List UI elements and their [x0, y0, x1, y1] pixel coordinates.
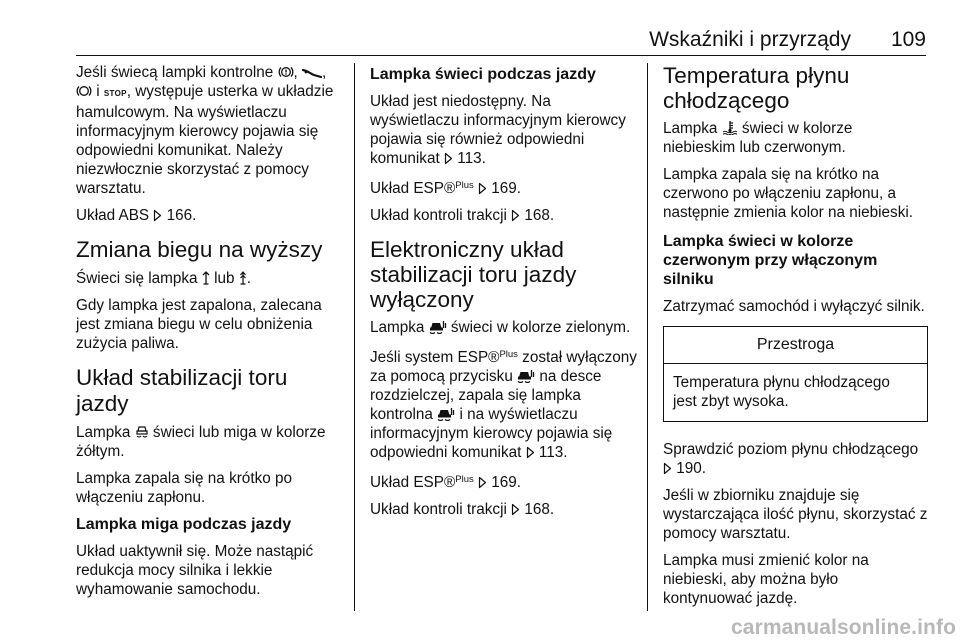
page-reference-icon — [478, 476, 487, 489]
column-2 — [370, 63, 638, 527]
esp-reference: Układ ESP®$^{Plus}$ 169. — [370, 180, 522, 197]
abs-reference: Układ ABS 166. — [76, 207, 197, 224]
heading-red-engine-on: Lampka świeci w kolorze czerwonym przy włączonym silniku — [663, 233, 878, 288]
shift-up-paragraph: Świeci się lampka lub . — [76, 270, 251, 287]
esp-off-icon — [429, 320, 447, 334]
page-reference-icon — [153, 209, 162, 222]
traction-control-icon — [135, 424, 149, 439]
check-level-paragraph: Sprawdzić poziom płynu chłodzącego 190. — [663, 441, 919, 477]
traction-control-reference: Układ kontroli trakcji 168. — [370, 207, 555, 224]
page-reference-icon — [511, 503, 520, 516]
heading-blinks-while-driving: Lampka miga podczas jazdy — [76, 516, 292, 533]
page-reference-icon — [511, 209, 520, 222]
lit-paragraph: Układ jest niedostępny. Na wyświetlaczu informacyjnym kierowcy pojawia się również odpowiedni komunikat 113. — [370, 93, 626, 167]
page-reference-icon — [478, 182, 487, 195]
header-rule — [76, 55, 926, 56]
warning-title: Przestroga — [664, 327, 927, 364]
column-1 — [76, 63, 344, 607]
esp-off-icon — [437, 407, 455, 421]
shift-up-info: Gdy lampka jest zapalona, zalecana jest zmiana biegu w celu obniżenia zużycia paliwa. — [76, 297, 322, 352]
heading-shift-up: Zmiana biegu na wyższy — [76, 237, 323, 262]
coolant-paragraph: Lampka świeci w kolorze niebieskim lub czerwonym. — [663, 120, 853, 156]
column-divider-2 — [647, 63, 648, 611]
brake-system-icon — [76, 84, 92, 98]
shift-up-icon — [202, 271, 210, 285]
brake-warning-paragraph: Jeśli świecą lampki kontrolne , , i STOP, występuje usterka w układzie hamulcowym. Na wyświetlaczu informacyjnym kierowcy pojawia się odpowiedni komunikat. Należy niezwłocznie skorzystać z pomocy warsztatu. — [76, 64, 334, 197]
column-3 — [663, 63, 928, 616]
coolant-info: Lampka zapala się na krótko na czerwono po włączeniu zapłonu, a następnie zmienia kolor na niebieski. — [663, 166, 913, 221]
traction-control-reference-2: Układ kontroli trakcji 168. — [370, 501, 555, 518]
watermark: carmanualsonline.info — [731, 616, 956, 639]
esp-off-info: Jeśli system ESP®$^{Plus}$ został wyłączony za pomocą przycisku na desce rozdzielczej, zapala się lampka kontrolna i na wyświetlaczu informacyjnym kierowcy pojawia się odpowiedni komunikat 113. — [370, 349, 637, 461]
esp-off-icon — [517, 369, 535, 383]
warning-box — [663, 326, 928, 422]
heading-coolant: Temperatura płynu chłodzącego — [663, 63, 850, 113]
page-header — [76, 27, 926, 53]
heading-esp-off: Elektroniczny układ stabilizacji toru jazdy wyłączony — [370, 237, 577, 312]
coolant-temperature-icon — [722, 120, 738, 135]
page-number: 109 — [890, 28, 926, 51]
warning-text: Temperatura płynu chłodzącego jest zbyt wysoka. — [673, 374, 890, 410]
sufficient-fluid-paragraph: Jeśli w zbiorniku znajduje się wystarczająca ilość płynu, skorzystać z pomocy warsztatu. — [663, 487, 928, 542]
heading-traction: Układ stabilizacji toru jazdy — [76, 365, 288, 416]
esp-reference-2: Układ ESP®$^{Plus}$ 169. — [370, 474, 522, 491]
brake-system-icon — [278, 65, 294, 79]
traction-info: Lampka zapala się na krótko po włączeniu zapłonu. — [76, 470, 292, 506]
header-section-title: Wskaźniki i przyrządy — [649, 28, 851, 51]
blinks-paragraph: Układ uaktywnił się. Może nastąpić redukcja mocy silnika i lekkie wyhamowanie samochodu. — [76, 543, 314, 598]
parking-brake-icon — [302, 67, 322, 79]
page-reference-icon — [663, 462, 672, 475]
page-reference-icon — [526, 446, 535, 459]
column-divider-1 — [354, 63, 355, 611]
must-turn-blue-paragraph: Lampka musi zmienić kolor na niebieski, aby można było kontynuować jazdę. — [663, 552, 869, 607]
heading-lit-while-driving: Lampka świeci podczas jazdy — [370, 66, 596, 83]
traction-paragraph: Lampka świeci lub miga w kolorze żółtym. — [76, 424, 326, 460]
esp-off-paragraph: Lampka świeci w kolorze zielonym. — [370, 319, 631, 336]
shift-up-double-icon — [239, 271, 247, 285]
stop-vehicle-paragraph: Zatrzymać samochód i wyłączyć silnik. — [663, 298, 925, 315]
page-reference-icon — [444, 152, 453, 165]
stop-icon: STOP — [103, 89, 127, 98]
